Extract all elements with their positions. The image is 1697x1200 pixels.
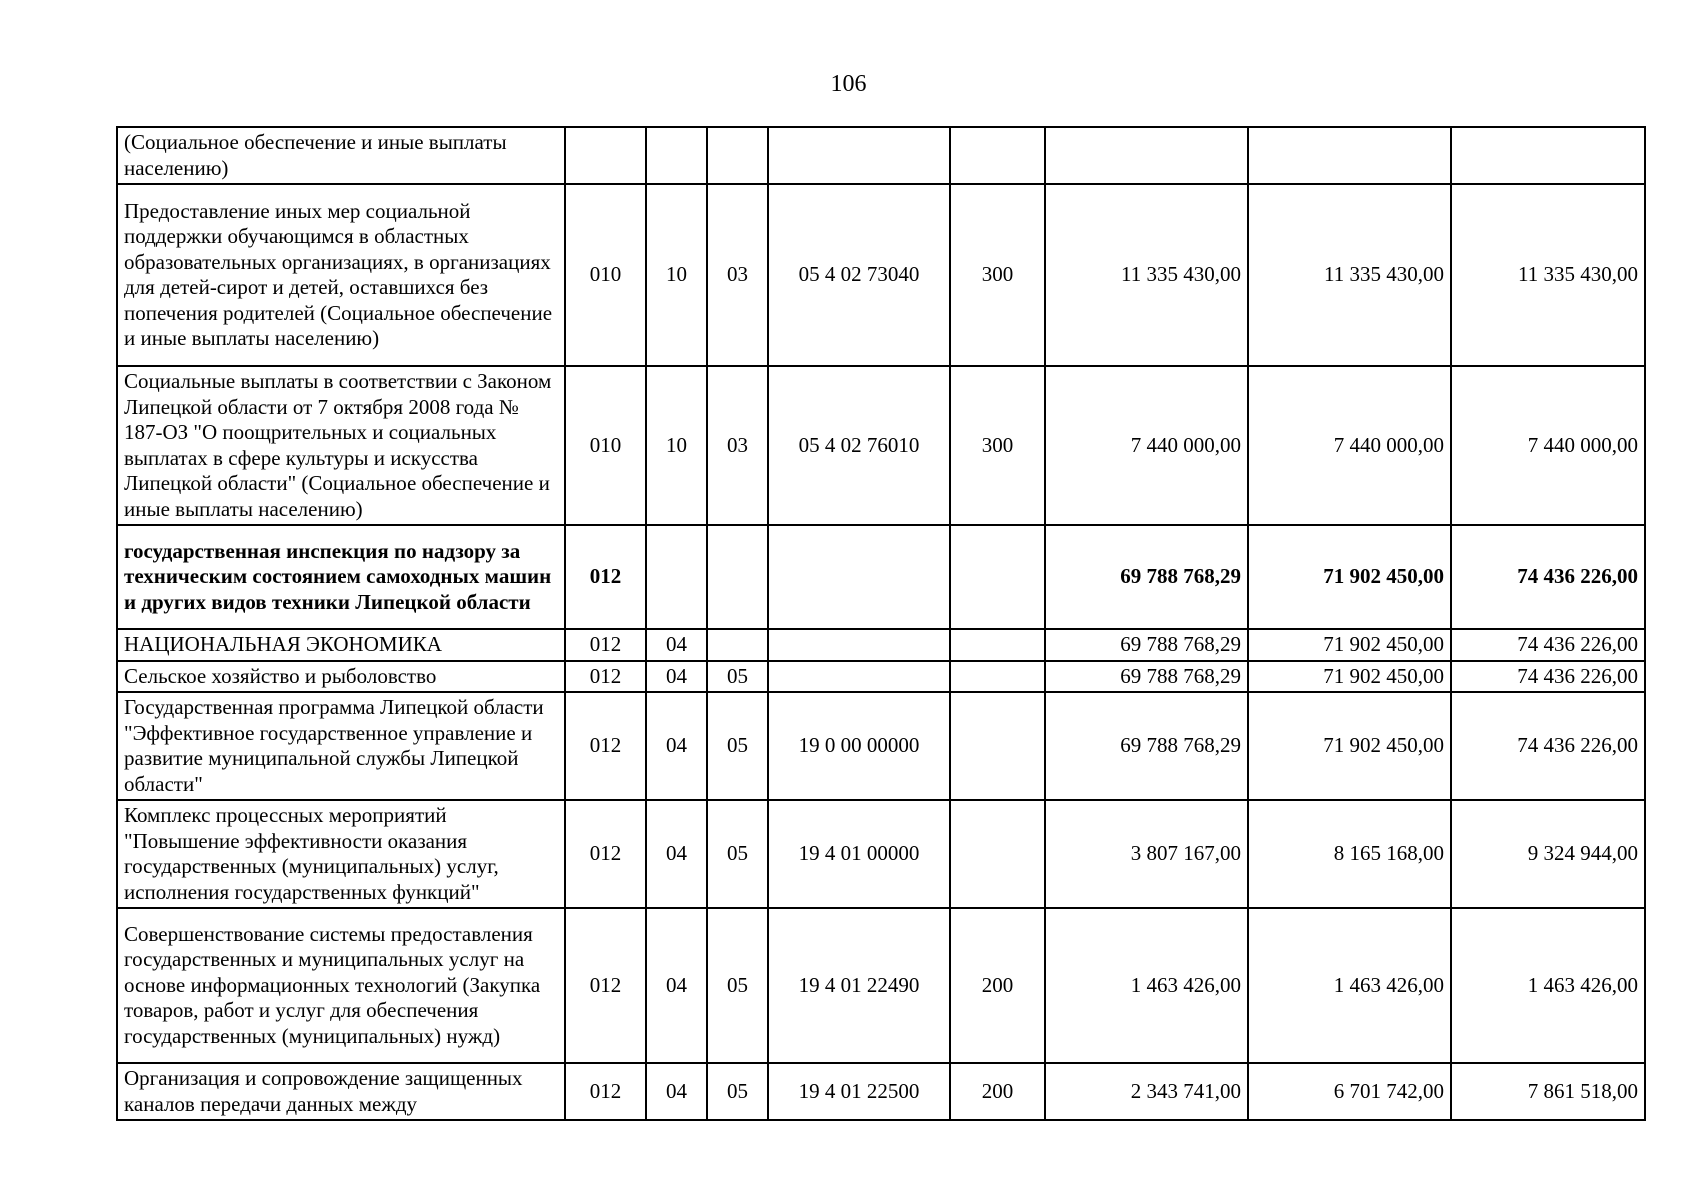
- row-name-cell: Государственная программа Липецкой области "Эффективное государственное управление и развитие муниципальной службы Липецкой области": [117, 692, 565, 800]
- razdel-cell: 04: [646, 908, 707, 1063]
- amount-col2-cell: 11 335 430,00: [1248, 184, 1451, 366]
- podrazdel-cell: 05: [707, 692, 768, 800]
- glava-cell: 012: [565, 692, 646, 800]
- glava-cell: 010: [565, 366, 646, 525]
- amount-col2-cell: 71 902 450,00: [1248, 661, 1451, 693]
- budget-table: [116, 126, 1646, 1121]
- target-article-cell: 19 4 01 22490: [768, 908, 950, 1063]
- amount-col3-cell: 7 861 518,00: [1451, 1063, 1645, 1120]
- amount-col1-cell: 2 343 741,00: [1045, 1063, 1248, 1120]
- amount-col3-cell: 1 463 426,00: [1451, 908, 1645, 1063]
- amount-col2-cell: 7 440 000,00: [1248, 366, 1451, 525]
- expense-type-cell: 300: [950, 366, 1045, 525]
- expense-type-cell: [950, 800, 1045, 908]
- glava-cell: 010: [565, 184, 646, 366]
- razdel-cell: 04: [646, 629, 707, 661]
- expense-type-cell: [950, 629, 1045, 661]
- glava-cell: 012: [565, 661, 646, 693]
- glava-cell: [565, 127, 646, 184]
- razdel-cell: [646, 127, 707, 184]
- podrazdel-cell: [707, 127, 768, 184]
- target-article-cell: 19 4 01 00000: [768, 800, 950, 908]
- amount-col3-cell: 9 324 944,00: [1451, 800, 1645, 908]
- podrazdel-cell: 05: [707, 800, 768, 908]
- target-article-cell: 19 4 01 22500: [768, 1063, 950, 1120]
- target-article-cell: [768, 525, 950, 629]
- expense-type-cell: [950, 692, 1045, 800]
- amount-col1-cell: 69 788 768,29: [1045, 661, 1248, 693]
- amount-col2-cell: 8 165 168,00: [1248, 800, 1451, 908]
- expense-type-cell: [950, 525, 1045, 629]
- amount-col2-cell: 6 701 742,00: [1248, 1063, 1451, 1120]
- table-row: [117, 366, 1645, 525]
- expense-type-cell: [950, 127, 1045, 184]
- glava-cell: 012: [565, 525, 646, 629]
- table-row: [117, 629, 1645, 661]
- razdel-cell: 10: [646, 366, 707, 525]
- amount-col2-cell: [1248, 127, 1451, 184]
- table-row: [117, 184, 1645, 366]
- razdel-cell: [646, 525, 707, 629]
- podrazdel-cell: [707, 525, 768, 629]
- amount-col1-cell: 1 463 426,00: [1045, 908, 1248, 1063]
- table-row: [117, 1063, 1645, 1120]
- podrazdel-cell: [707, 629, 768, 661]
- table-row: [117, 661, 1645, 693]
- razdel-cell: 04: [646, 1063, 707, 1120]
- expense-type-cell: 300: [950, 184, 1045, 366]
- row-name-cell: Социальные выплаты в соответствии с Законом Липецкой области от 7 октября 2008 года № 187-ОЗ "О поощрительных и социальных выплатах в сфере культуры и искусства Липецкой области" (Социальное обеспечение и иные выплаты населению): [117, 366, 565, 525]
- podrazdel-cell: 03: [707, 184, 768, 366]
- amount-col2-cell: 71 902 450,00: [1248, 692, 1451, 800]
- podrazdel-cell: 05: [707, 908, 768, 1063]
- row-name-cell: государственная инспекция по надзору за техническим состоянием самоходных машин и других видов техники Липецкой области: [117, 525, 565, 629]
- target-article-cell: 05 4 02 73040: [768, 184, 950, 366]
- amount-col1-cell: 11 335 430,00: [1045, 184, 1248, 366]
- expense-type-cell: 200: [950, 1063, 1045, 1120]
- row-name-cell: Сельское хозяйство и рыболовство: [117, 661, 565, 693]
- amount-col1-cell: 3 807 167,00: [1045, 800, 1248, 908]
- amount-col3-cell: [1451, 127, 1645, 184]
- razdel-cell: 04: [646, 661, 707, 693]
- glava-cell: 012: [565, 1063, 646, 1120]
- table-row: [117, 525, 1645, 629]
- row-name-cell: Совершенствование системы предоставления государственных и муниципальных услуг на основе информационных технологий (Закупка товаров, работ и услуг для обеспечения государственных (муниципальных) нужд): [117, 908, 565, 1063]
- amount-col1-cell: 7 440 000,00: [1045, 366, 1248, 525]
- row-name-cell: НАЦИОНАЛЬНАЯ ЭКОНОМИКА: [117, 629, 565, 661]
- target-article-cell: [768, 629, 950, 661]
- amount-col3-cell: 7 440 000,00: [1451, 366, 1645, 525]
- table-row: [117, 908, 1645, 1063]
- table-row: [117, 800, 1645, 908]
- amount-col3-cell: 74 436 226,00: [1451, 661, 1645, 693]
- row-name-cell: Комплекс процессных мероприятий "Повышение эффективности оказания государственных (муниципальных) услуг, исполнения государственных функций": [117, 800, 565, 908]
- amount-col1-cell: 69 788 768,29: [1045, 525, 1248, 629]
- amount-col1-cell: [1045, 127, 1248, 184]
- page-number: 106: [830, 71, 867, 97]
- row-name-cell: Предоставление иных мер социальной поддержки обучающимся в областных образовательных организациях, в организациях для детей-сирот и детей, оставшихся без попечения родителей (Социальное обеспечение и иные выплаты населению): [117, 184, 565, 366]
- target-article-cell: 05 4 02 76010: [768, 366, 950, 525]
- expense-type-cell: [950, 661, 1045, 693]
- amount-col3-cell: 74 436 226,00: [1451, 525, 1645, 629]
- target-article-cell: [768, 127, 950, 184]
- razdel-cell: 04: [646, 800, 707, 908]
- glava-cell: 012: [565, 908, 646, 1063]
- amount-col3-cell: 74 436 226,00: [1451, 629, 1645, 661]
- razdel-cell: 10: [646, 184, 707, 366]
- glava-cell: 012: [565, 800, 646, 908]
- table-row: [117, 127, 1645, 184]
- podrazdel-cell: 03: [707, 366, 768, 525]
- podrazdel-cell: 05: [707, 661, 768, 693]
- glava-cell: 012: [565, 629, 646, 661]
- table-row: [117, 692, 1645, 800]
- row-name-cell: (Социальное обеспечение и иные выплаты населению): [117, 127, 565, 184]
- row-name-cell: Организация и сопровождение защищенных каналов передачи данных между: [117, 1063, 565, 1120]
- amount-col1-cell: 69 788 768,29: [1045, 692, 1248, 800]
- amount-col3-cell: 74 436 226,00: [1451, 692, 1645, 800]
- expense-type-cell: 200: [950, 908, 1045, 1063]
- amount-col2-cell: 71 902 450,00: [1248, 629, 1451, 661]
- amount-col2-cell: 1 463 426,00: [1248, 908, 1451, 1063]
- amount-col2-cell: 71 902 450,00: [1248, 525, 1451, 629]
- amount-col3-cell: 11 335 430,00: [1451, 184, 1645, 366]
- target-article-cell: 19 0 00 00000: [768, 692, 950, 800]
- razdel-cell: 04: [646, 692, 707, 800]
- podrazdel-cell: 05: [707, 1063, 768, 1120]
- amount-col1-cell: 69 788 768,29: [1045, 629, 1248, 661]
- target-article-cell: [768, 661, 950, 693]
